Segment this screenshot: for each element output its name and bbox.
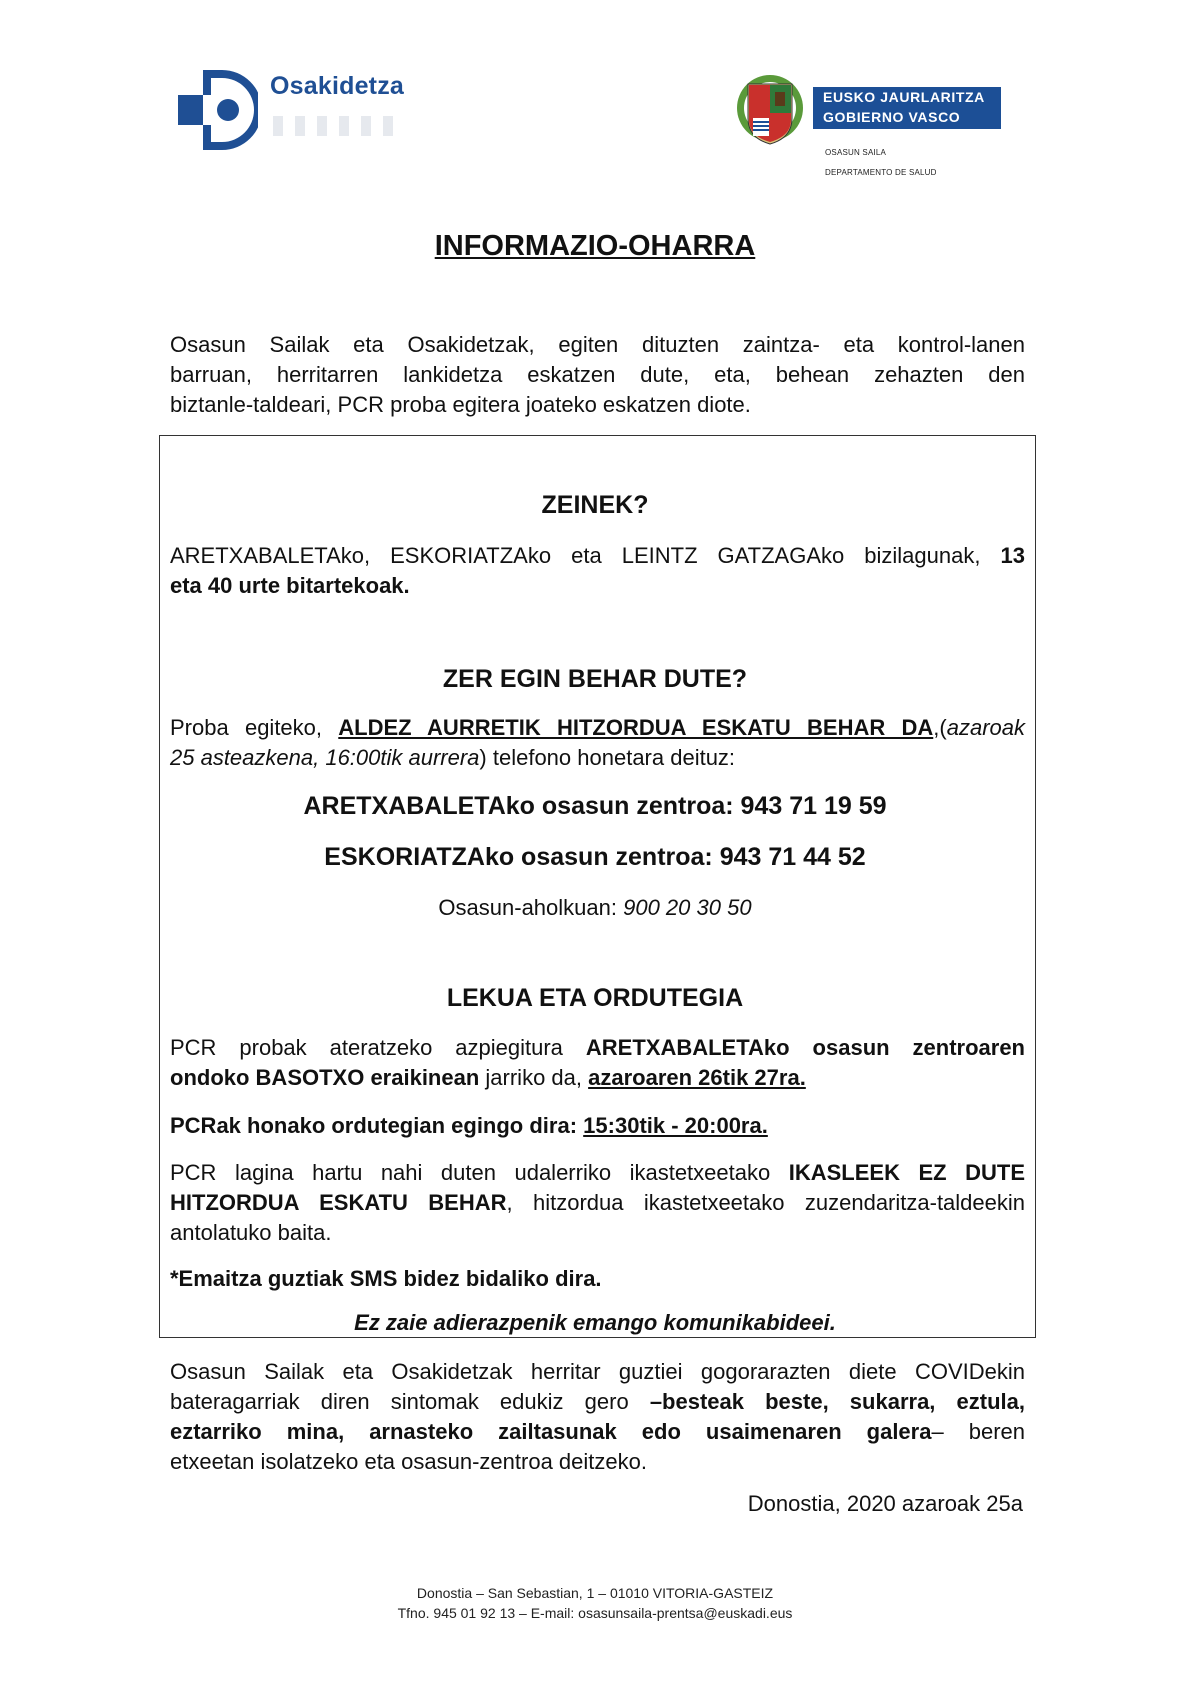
osakidetza-cross-icon	[178, 70, 258, 150]
lekua-schedule-line	[170, 1111, 1025, 1141]
outro-paragraph	[170, 1357, 1025, 1477]
intro-line: Osasun Sailak eta Osakidetzak, egiten dituzten zaintza- eta kontrol-lanen	[170, 332, 1025, 357]
gv-line2: GOBIERNO VASCO	[823, 109, 961, 125]
students-bold-1: IKASLEEK EZ DUTE	[788, 1160, 1025, 1185]
appointment-required: ALDEZ AURRETIK HITZORDUA ESKATU BEHAR DA	[338, 715, 934, 740]
lekua-center: ARETXABALETAko osasun zentroaren	[585, 1035, 1025, 1060]
lekua-building: ondoko BASOTXO eraikinean	[170, 1065, 480, 1090]
gobierno-vasco-logo	[735, 70, 1015, 180]
gv-department-eu: OSASUN SAILA	[825, 148, 887, 157]
zer-paragraph	[170, 713, 1025, 773]
zer-date-2: 25 asteazkena, 16:00tik aurrera	[170, 745, 480, 770]
phone-eskoriatza: ESKORIATZAko osasun zentroa: 943 71 44 52	[324, 843, 866, 871]
footer-contact: Tfno. 945 01 92 13 – E-mail: osasunsaila-prentsa@euskadi.eus	[397, 1605, 793, 1621]
lekua-dates: azaroaren 26tik 27ra.	[588, 1065, 806, 1090]
outro-line-3	[170, 1417, 1025, 1447]
lekua-paragraph-3	[170, 1158, 1025, 1248]
zer-paren: ,(	[933, 715, 947, 740]
students-text-2: , hitzordua ikastetxeetako zuzendaritza-taldeekin	[506, 1190, 1026, 1215]
page-title: INFORMAZIO-OHARRA	[434, 230, 756, 262]
no-media-notice: Ez zaie adierazpenik emango komunikabideei.	[354, 1310, 836, 1335]
footer-address: Donostia – San Sebastian, 1 – 01010 VITORIA-GASTEIZ	[416, 1585, 774, 1601]
intro-line: biztanle-taldeari, PCR proba egitera joateko eskatzen diote.	[170, 392, 751, 417]
osakidetza-logo	[178, 70, 418, 150]
document-date: Donostia, 2020 azaroak 25a	[747, 1491, 1023, 1516]
schedule-label: PCRak honako ordutegian egingo dira:	[170, 1113, 578, 1138]
lekua-paragraph-1	[170, 1033, 1025, 1093]
zeinek-age-range: eta 40 urte bitartekoak.	[170, 573, 410, 598]
zer-pre: Proba egiteko,	[170, 715, 323, 740]
zer-line-1	[170, 713, 1025, 743]
lekua-text: PCR probak ateratzeko azpiegitura	[170, 1035, 563, 1060]
students-line-3: antolatuko baita.	[170, 1220, 332, 1245]
zeinek-text: ARETXABALETAko, ESKORIATZAko eta LEINTZ GATZAGAko bizilagunak,	[170, 543, 981, 568]
zeinek-age-start: 13	[1000, 543, 1025, 568]
gv-line1: EUSKO JAURLARITZA	[823, 89, 985, 105]
zeinek-paragraph	[170, 541, 1025, 601]
osakidetza-subtitle-icon	[273, 112, 403, 138]
lekua-line-2	[170, 1063, 1025, 1093]
outro-line-1: Osasun Sailak eta Osakidetzak herritar guztiei gogorarazten diete COVIDekin	[170, 1359, 1025, 1384]
heading-zeinek: ZEINEK?	[541, 491, 649, 519]
heading-zer-egin: ZER EGIN BEHAR DUTE?	[442, 665, 748, 693]
advice-label: Osasun-aholkuan:	[438, 895, 617, 920]
schedule-hours: 15:30tik - 20:00ra.	[583, 1113, 768, 1138]
zer-date-1: azaroak	[946, 715, 1025, 740]
sms-notice: *Emaitza guztiak SMS bidez bidaliko dira.	[170, 1266, 602, 1291]
outro-text-3: – beren	[931, 1419, 1025, 1444]
students-bold-2: HITZORDUA ESKATU BEHAR	[170, 1190, 507, 1215]
gv-department-es: DEPARTAMENTO DE SALUD	[825, 168, 937, 177]
lekua-paragraph-2	[170, 1111, 1025, 1141]
zeinek-line-1	[170, 541, 1025, 571]
students-line-1	[170, 1158, 1025, 1188]
coat-of-arms-icon	[735, 70, 805, 150]
advice-number: 900 20 30 50	[623, 895, 752, 920]
heading-lekua: LEKUA ETA ORDUTEGIA	[446, 984, 744, 1012]
intro-line: barruan, herritarren lankidetza eskatzen dute, eta, behean zehazten den	[170, 362, 1025, 387]
health-advice-line	[0, 895, 1190, 921]
footer	[0, 1583, 1190, 1623]
zer-line-2	[170, 743, 1025, 773]
outro-line-2	[170, 1387, 1025, 1417]
students-text: PCR lagina hartu nahi duten udalerriko ikastetxeetako	[170, 1160, 771, 1185]
students-line-2	[170, 1188, 1025, 1218]
outro-line-4: etxeetan isolatzeko eta osasun-zentroa deitzeko.	[170, 1449, 647, 1474]
outro-text: bateragarriak diren sintomak edukiz gero	[170, 1389, 629, 1414]
gobierno-vasco-band	[813, 87, 1001, 129]
phone-aretxabaleta: ARETXABALETAko osasun zentroa: 943 71 19 59	[303, 792, 887, 820]
osakidetza-name: Osakidetza	[270, 72, 405, 100]
symptoms-2: eztarriko mina, arnasteko zailtasunak edo usaimenaren galera	[170, 1419, 932, 1444]
lekua-line-1	[170, 1033, 1025, 1063]
intro-paragraph	[170, 330, 1025, 420]
symptoms-1: –besteak beste, sukarra, eztula,	[649, 1389, 1026, 1414]
zer-post: ) telefono honetara deituz:	[479, 745, 736, 770]
lekua-text-2: jarriko da,	[485, 1065, 582, 1090]
